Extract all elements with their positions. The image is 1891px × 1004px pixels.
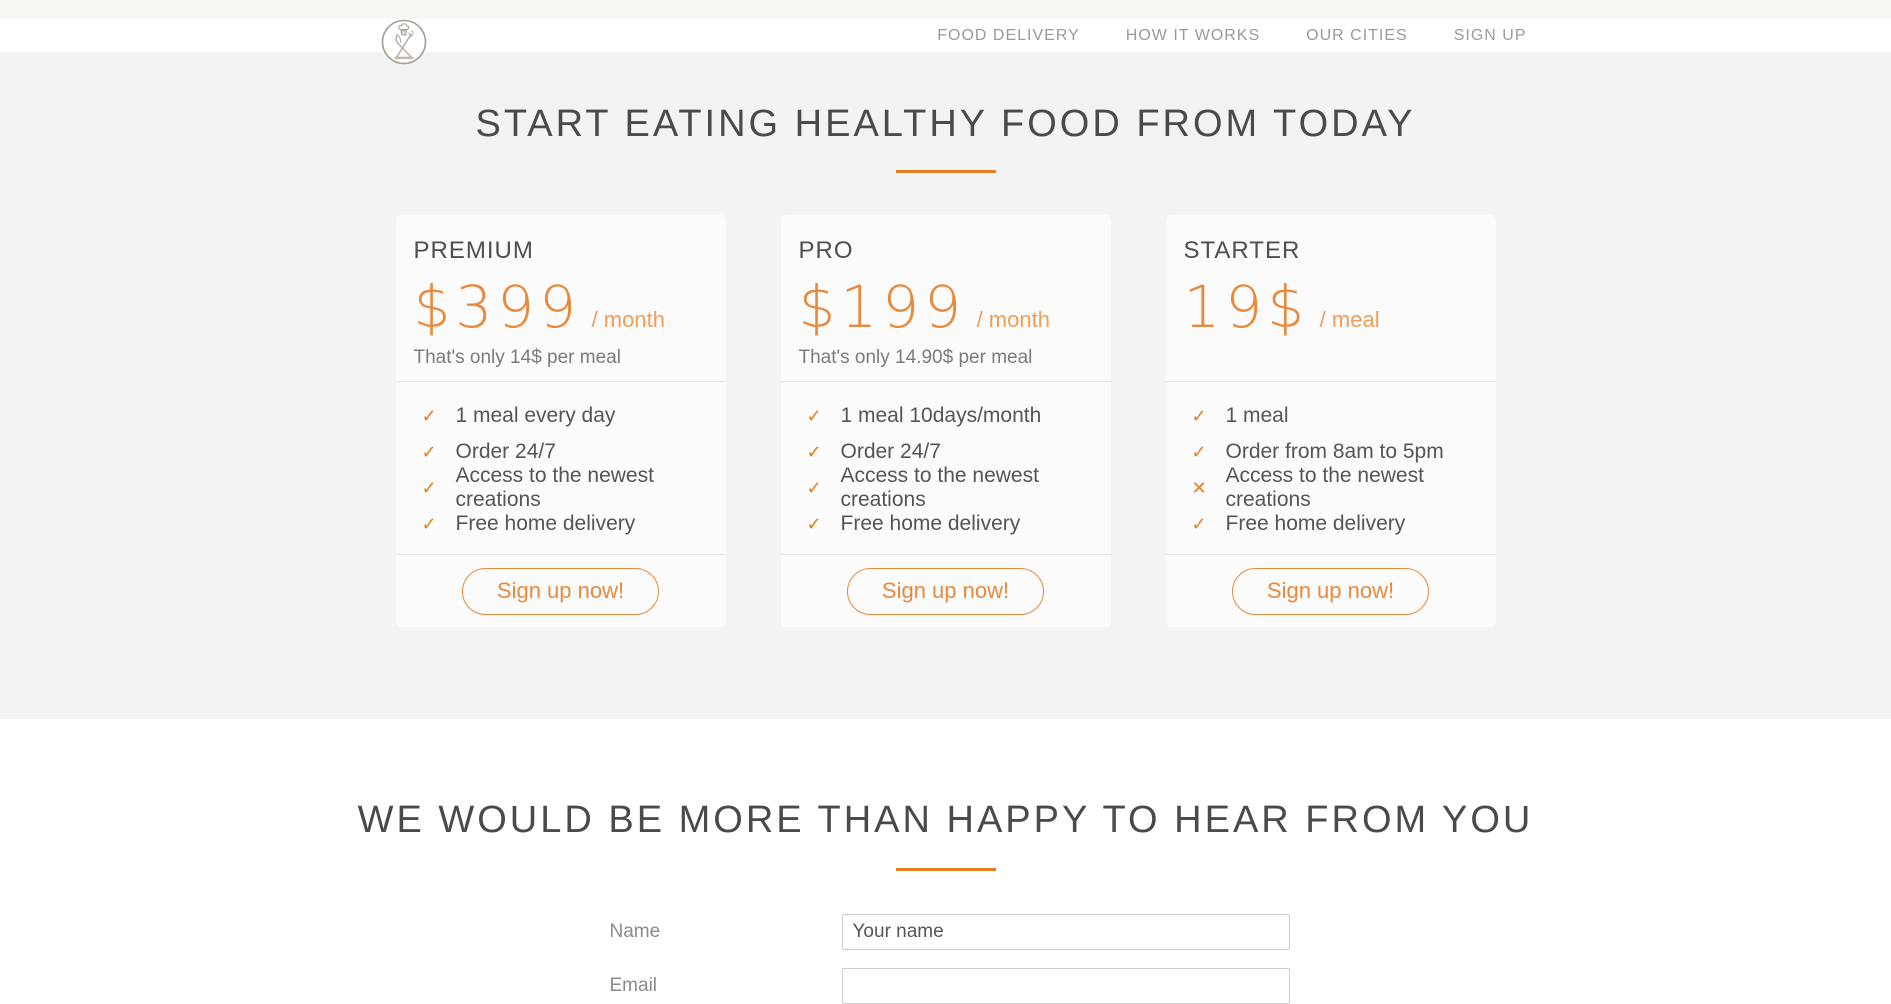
email-input[interactable] xyxy=(842,968,1290,1004)
feature-list xyxy=(396,382,726,555)
plan-price: $399 xyxy=(413,273,582,341)
nav-links xyxy=(365,19,1527,52)
pricing-section xyxy=(0,52,1891,719)
contact-form xyxy=(0,914,1891,1004)
plan-name: STARTER xyxy=(1183,237,1301,264)
nav-item-sign-up[interactable]: SIGN UP xyxy=(1453,26,1527,44)
nav-item-how-it-works[interactable]: HOW IT WORKS xyxy=(1125,26,1261,44)
feature-item xyxy=(422,398,726,434)
sign-up-now-button[interactable]: Sign up now! xyxy=(462,568,659,615)
feature-text: Access to the newest creations xyxy=(840,464,1039,511)
email-label: Email xyxy=(609,975,658,996)
pricing-card-starter xyxy=(1166,215,1496,627)
check-icon: ✓ xyxy=(806,405,822,426)
pricing-cards xyxy=(0,215,1891,627)
feature-item xyxy=(807,398,1111,434)
feature-item xyxy=(1191,464,1496,511)
feature-text: Access to the newest creations xyxy=(1225,464,1424,511)
feature-text: Access to the newest creations xyxy=(455,464,654,511)
plan-name: PREMIUM xyxy=(413,237,534,264)
contact-heading: WE WOULD BE MORE THAN HAPPY TO HEAR FROM YOU xyxy=(357,799,1534,841)
feature-item xyxy=(806,464,1111,511)
restaurant-logo-icon[interactable] xyxy=(380,19,428,67)
cross-icon: ✕ xyxy=(1191,477,1207,498)
plan-note: That's only 14$ per meal xyxy=(413,347,621,368)
orange-divider xyxy=(896,170,996,173)
plan-price: $199 xyxy=(798,273,967,341)
navbar xyxy=(0,19,1891,52)
plan-period: / month xyxy=(976,307,1050,332)
check-icon: ✓ xyxy=(421,513,437,534)
pricing-card-pro xyxy=(781,215,1111,627)
nav-item-food-delivery[interactable]: FOOD DELIVERY xyxy=(937,26,1080,44)
pricing-card-premium xyxy=(396,215,726,627)
feature-list xyxy=(781,382,1111,555)
feature-item xyxy=(1192,398,1496,434)
plan-name: PRO xyxy=(798,237,854,264)
name-input[interactable] xyxy=(842,914,1290,950)
contact-section xyxy=(0,719,1891,1004)
check-icon: ✓ xyxy=(806,477,822,498)
pricing-heading: START EATING HEALTHY FOOD FROM TODAY xyxy=(475,103,1416,145)
sign-up-now-button[interactable]: Sign up now! xyxy=(1232,568,1429,615)
plan-period: / meal xyxy=(1319,307,1380,332)
nav-item-our-cities[interactable]: OUR CITIES xyxy=(1306,26,1408,44)
logo-caption-text xyxy=(395,57,414,59)
feature-text: Free home delivery xyxy=(1225,512,1406,535)
check-icon: ✓ xyxy=(1191,405,1207,426)
feature-text: Order from 8am to 5pm xyxy=(1225,440,1444,463)
plan-note xyxy=(1184,347,1496,366)
feature-text: 1 meal every day xyxy=(455,404,616,427)
hero-bottom-strip xyxy=(0,0,1891,19)
form-row-email xyxy=(376,968,1516,1004)
plan-note: That's only 14.90$ per meal xyxy=(798,347,1033,368)
feature-text: Free home delivery xyxy=(840,512,1021,535)
check-icon: ✓ xyxy=(421,441,437,462)
check-icon: ✓ xyxy=(806,441,822,462)
orange-divider xyxy=(896,868,996,871)
form-row-name xyxy=(376,914,1516,950)
feature-text: 1 meal xyxy=(1225,404,1289,427)
feature-text: Free home delivery xyxy=(455,512,636,535)
plan-price: 19$ xyxy=(1183,273,1310,341)
sign-up-now-button[interactable]: Sign up now! xyxy=(847,568,1044,615)
check-icon: ✓ xyxy=(421,477,437,498)
feature-text: Order 24/7 xyxy=(455,440,556,463)
check-icon: ✓ xyxy=(421,405,437,426)
feature-text: Order 24/7 xyxy=(840,440,941,463)
feature-list xyxy=(1166,382,1496,555)
plan-period: / month xyxy=(591,307,665,332)
feature-text: 1 meal 10days/month xyxy=(840,404,1042,427)
name-label: Name xyxy=(609,921,661,942)
check-icon: ✓ xyxy=(1191,441,1207,462)
check-icon: ✓ xyxy=(1191,513,1207,534)
check-icon: ✓ xyxy=(806,513,822,534)
feature-item xyxy=(421,464,726,511)
